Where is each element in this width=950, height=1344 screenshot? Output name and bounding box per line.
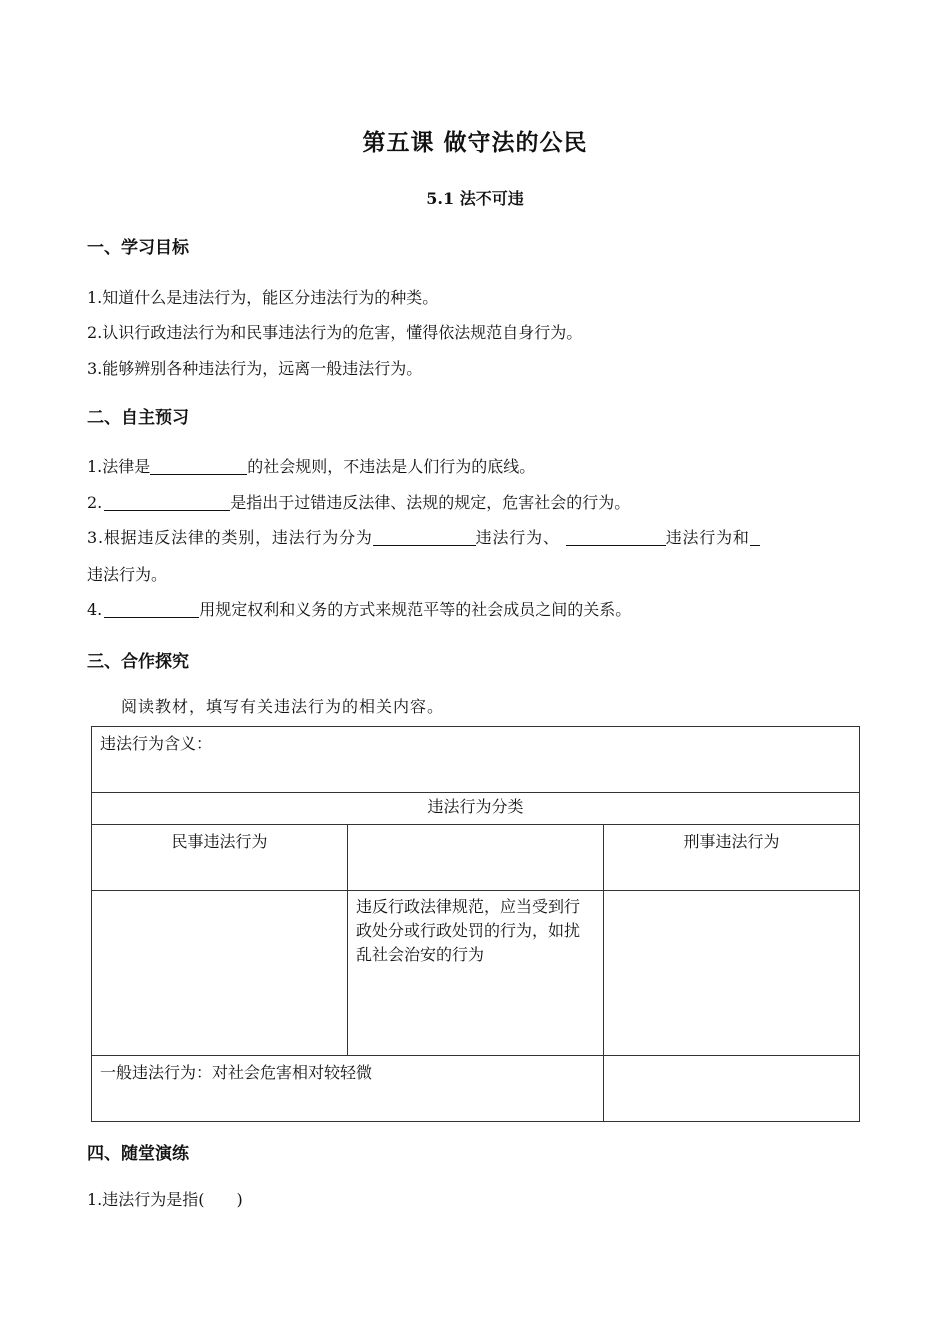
- serious-violation-blank[interactable]: [604, 1056, 860, 1122]
- fill-blank-6[interactable]: [104, 599, 199, 618]
- general-violation-cell: 一般违法行为：对社会危害相对较轻微: [92, 1056, 604, 1122]
- preview-q3-mid1: 违法行为、: [475, 528, 560, 547]
- fill-blank-1[interactable]: [150, 456, 247, 475]
- criminal-header: 刑事违法行为: [604, 825, 860, 891]
- preview-q3-tail: 违法行为。: [87, 565, 168, 584]
- preview-question-2: [87, 490, 630, 513]
- preview-q1-suffix: 的社会规则，不违法是人们行为的底线。: [247, 457, 536, 476]
- classification-header: 违法行为分类: [92, 793, 860, 825]
- preview-question-4: [87, 597, 631, 620]
- classification-table: [91, 726, 860, 1122]
- fill-blank-3[interactable]: [373, 527, 476, 546]
- fill-blank-2[interactable]: [104, 492, 230, 511]
- meaning-cell[interactable]: [92, 727, 860, 793]
- preview-q2-prefix: 2.: [87, 493, 103, 512]
- goal-item-3: 3.能够辨别各种违法行为，远离一般违法行为。: [87, 359, 423, 378]
- fill-blank-5[interactable]: [750, 527, 760, 546]
- preview-q3-mid2: 违法行为和: [665, 528, 750, 547]
- preview-q2-suffix: 是指出于过错违反法律、法规的规定，危害社会的行为。: [230, 493, 631, 512]
- section-heading-goals: 一、学习目标: [87, 238, 189, 258]
- criminal-description-blank[interactable]: [604, 891, 860, 1056]
- civil-description-blank[interactable]: [92, 891, 348, 1056]
- explore-intro: 阅读教材，填写有关违法行为的相关内容。: [121, 697, 445, 716]
- section-heading-practice: 四、随堂演练: [87, 1144, 189, 1164]
- page-title: 第五课 做守法的公民: [362, 130, 588, 156]
- administrative-description: 违反行政法律规范，应当受到行政处分或行政处罚的行为，如扰乱社会治安的行为: [348, 891, 604, 1056]
- preview-q4-prefix: 4.: [87, 600, 103, 619]
- fill-blank-4[interactable]: [566, 527, 666, 546]
- lesson-subtitle: 5.1 法不可违: [426, 189, 524, 208]
- meaning-label: 违法行为含义：: [100, 734, 213, 753]
- civil-header: 民事违法行为: [92, 825, 348, 891]
- preview-question-1: [87, 454, 535, 477]
- preview-q4-suffix: 用规定权利和义务的方式来规范平等的社会成员之间的关系。: [199, 600, 632, 619]
- goal-item-2: 2.认识行政违法行为和民事违法行为的危害，懂得依法规范自身行为。: [87, 323, 583, 342]
- administrative-header-blank[interactable]: [348, 825, 604, 891]
- practice-question-1: 1.违法行为是指( ): [87, 1190, 243, 1209]
- section-heading-explore: 三、合作探究: [87, 652, 189, 672]
- preview-q1-prefix: 1.法律是: [87, 457, 151, 476]
- preview-question-3-line1: [87, 525, 760, 548]
- section-heading-preview: 二、自主预习: [87, 408, 189, 428]
- preview-q3-prefix: 3.根据违反法律的类别，违法行为分为: [87, 528, 373, 547]
- goal-item-1: 1.知道什么是违法行为，能区分违法行为的种类。: [87, 288, 439, 307]
